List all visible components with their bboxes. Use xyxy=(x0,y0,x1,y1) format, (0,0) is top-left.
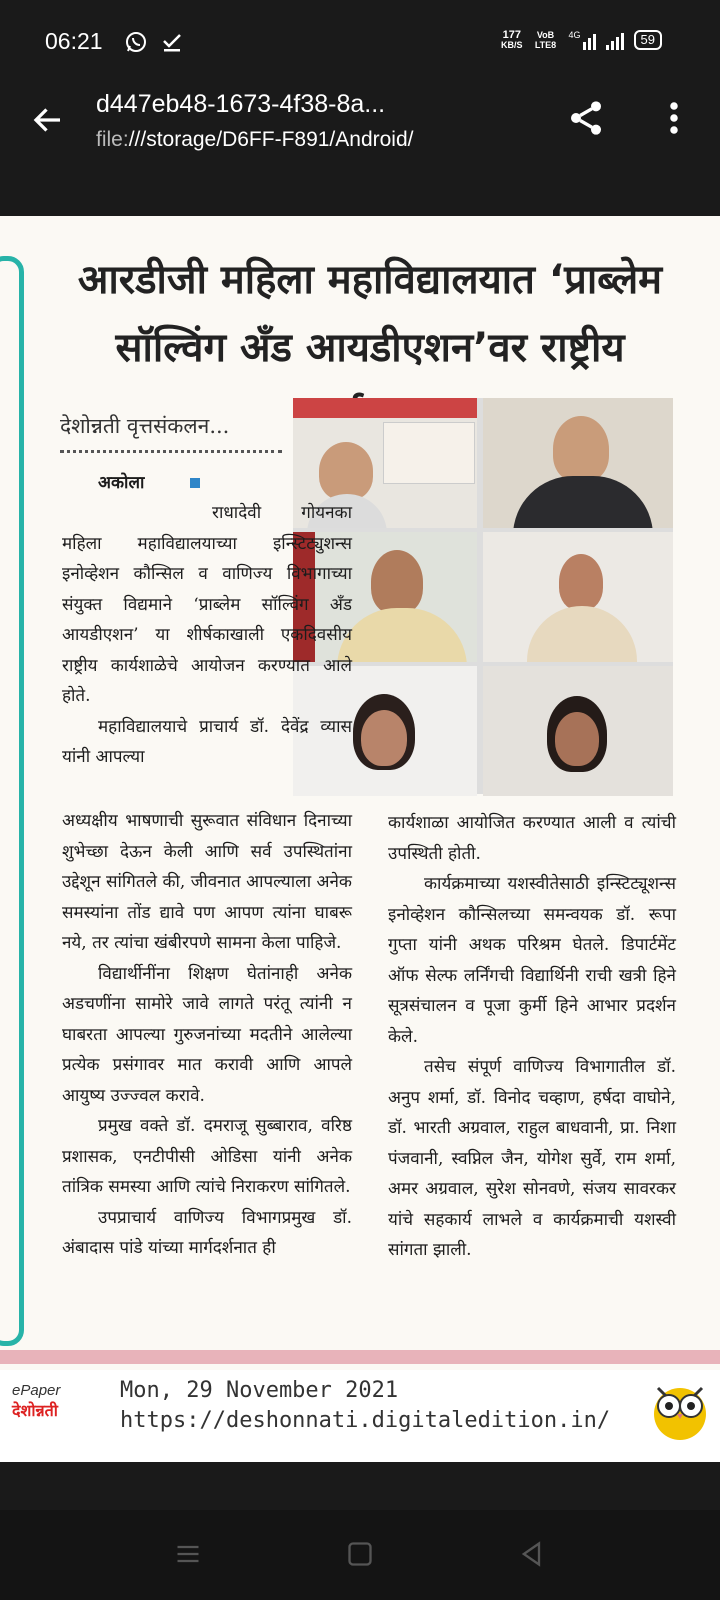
footer-url: https://deshonnati.digitaledition.in/ xyxy=(120,1408,611,1433)
home-square-icon[interactable] xyxy=(346,1540,374,1568)
article-column-2 xyxy=(388,808,676,1266)
epaper-footer xyxy=(0,1370,720,1462)
teal-border-decoration xyxy=(0,256,24,1346)
file-path: file:///storage/D6FF-F891/Android/ xyxy=(96,128,414,151)
paragraph: महाविद्यालयाचे प्राचार्य डॉ. देवेंद्र व्यास यांनी आपल्या xyxy=(62,716,352,767)
paragraph: तसेच संपूर्ण वाणिज्य विभागातील डॉ. अनुप शर्मा, डॉ. विनोद चव्हाण, हर्षदा वाघोने, डॉ. भारती अग्रवाल, राहुल बाधवानी, प्रा. निशा पंजवानी, स्वप्निल जैन, योगेश सुर्वे, राम शर्मा, अमर अग्रवाल, सुरेश सोनवणे, संजय सावरकर यांचे सहकार्य लाभले व कार्यक्रमाची यशस्वी सांगता झाली. xyxy=(388,1057,676,1260)
photo-tile-4 xyxy=(483,532,673,662)
article-column-1-bottom xyxy=(62,806,352,1264)
epaper-logo: ePaper देशोन्नती xyxy=(12,1382,61,1420)
article-column-1-top xyxy=(62,498,352,773)
article-dateline: अकोला xyxy=(98,473,145,493)
footer-pink-rule xyxy=(0,1350,720,1364)
dateline-bullet xyxy=(190,478,200,488)
navigation-bar xyxy=(0,1510,720,1600)
footer-date: Mon, 29 November 2021 xyxy=(120,1378,399,1403)
file-title: d447eb48-1673-4f38-8a... xyxy=(96,90,386,118)
recents-menu-icon[interactable] xyxy=(174,1540,202,1568)
download-done-icon xyxy=(160,30,184,54)
newspaper-clipping-image[interactable] xyxy=(0,216,720,1462)
photo-tile-6 xyxy=(483,666,673,796)
battery-indicator: 59 xyxy=(634,30,662,50)
whatsapp-icon xyxy=(124,30,148,54)
signal-icon xyxy=(606,30,624,50)
owl-mascot-icon xyxy=(650,1376,710,1442)
status-bar xyxy=(0,0,720,86)
photo-tile-2 xyxy=(483,398,673,528)
byline-divider xyxy=(60,450,282,453)
paragraph: राधादेवी गोयनका महिला महाविद्यालयाच्या इन्स्टिट्युशन्स इनोव्हेशन कौन्सिल व वाणिज्य विभागाच्या संयुक्त विद्यमाने ‘प्राब्लेम सॉल्विंग अँड आयडीएशन’ या शीर्षकाखाली एकदिवसीय राष्ट्रीय कार्यशाळेचे आयोजन करण्यात आले होते. xyxy=(62,503,352,706)
paragraph: कार्यशाळा आयोजित करण्यात आली व त्यांची उपस्थिती होती. xyxy=(388,813,676,864)
article-byline: देशोन्नती वृत्तसंकलन... xyxy=(60,414,230,438)
paragraph: कार्यक्रमाच्या यशस्वीतेसाठी इन्स्टिट्यूशन्स इनोव्हेशन कौन्सिलच्या समन्वयक डॉ. रूपा गुप्ता यांनी अथक परिश्रम घेतले. डिपार्टमेंट ऑफ सेल्फ लर्निंगची विद्यार्थिनी राची खत्री हिने सूत्रसंचालन व पूजा कुर्मी हिने आभार प्रदर्शन केले. xyxy=(388,874,676,1047)
paragraph: प्रमुख वक्ते डॉ. दमराजू सुब्बाराव, वरिष्ठ प्रशासक, एनटीपीसी ओडिसा यांनी अनेक तांत्रिक समस्या आणि त्यांचे निराकरण सांगितले. xyxy=(62,1116,352,1197)
article-headline: आरडीजी महिला महाविद्यालयात ‘प्राब्लेम सॉल्विंग अँड आयडीएशन’वर राष्ट्रीय xyxy=(77,257,663,371)
clock: 06:21 xyxy=(45,28,103,54)
volte-indicator: VoB LTE8 xyxy=(534,30,557,50)
paragraph: उपप्राचार्य वाणिज्य विभागप्रमुख डॉ. अंबादास पांडे यांच्या मार्गदर्शनात ही xyxy=(62,1207,352,1258)
signal-4g-icon: 4G xyxy=(569,30,596,50)
net-speed: 177 KB/S xyxy=(501,29,523,50)
app-bar xyxy=(0,86,720,216)
paragraph: विद्यार्थीनींना शिक्षण घेतांनाही अनेक अडचणींना सामोरे जावे लागते परंतू त्यांनी न घाबरता आपल्या गुरुजनांच्या मदतीने आलेल्या प्रत्येक प्रसंगावर मात करावी आणि आपले आयुष्य उज्ज्वल करावे. xyxy=(62,963,352,1106)
back-arrow-icon[interactable] xyxy=(30,102,66,138)
share-icon[interactable] xyxy=(566,98,606,138)
paragraph: अध्यक्षीय भाषणाची सुरूवात संविधान दिनाच्या शुभेच्छा देऊन केली आणि सर्व उपस्थितांना उद्देशून सांगितले की, जीवनात आपल्याला अनेक समस्यांना तोंड द्यावे पण आपण त्यांना घाबरू नये, तर त्यांचा खंबीरपणे सामना केला पाहिजे. xyxy=(62,811,352,953)
more-options-icon[interactable] xyxy=(664,100,684,136)
back-triangle-icon[interactable] xyxy=(518,1540,546,1568)
